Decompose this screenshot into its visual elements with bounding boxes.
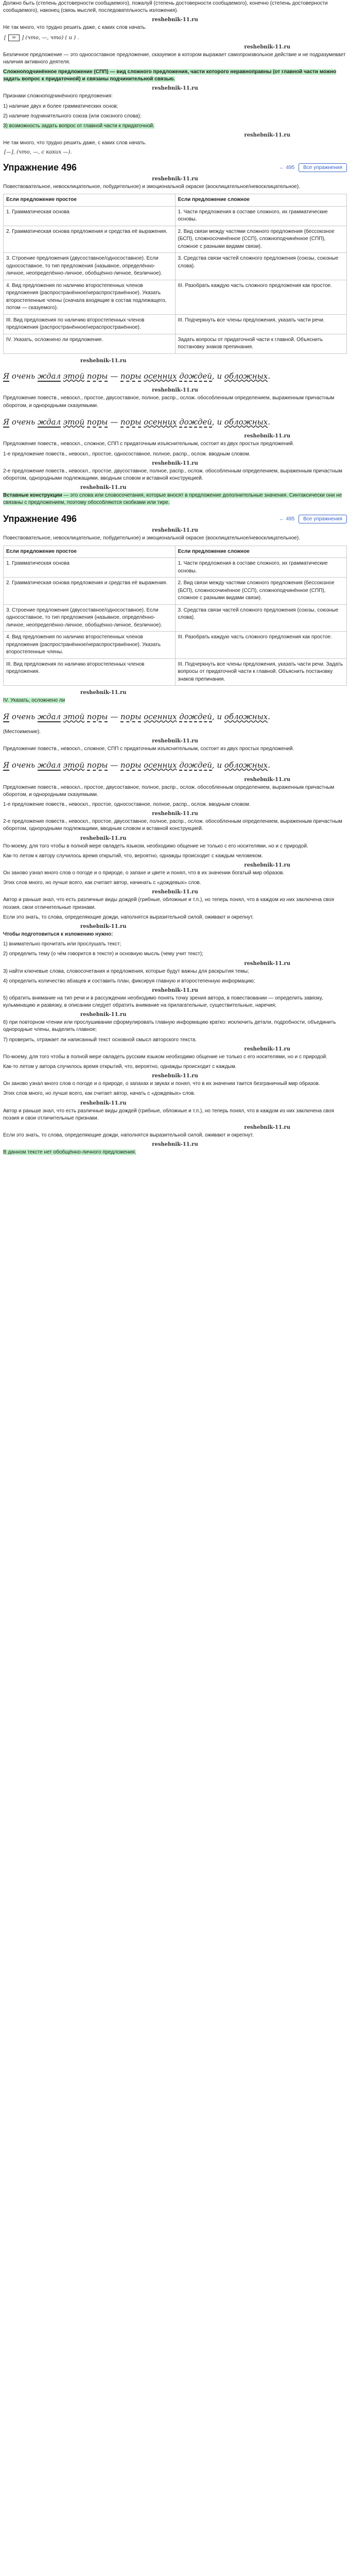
task-step: 5) обратить внимание на тип речи и в рассуждении необходимо понять точку зрения автора, в повествовании — определить завязку, кульминацию и развязку, в описании следует обратить внимание на прилагательные, существительные, наречия; xyxy=(3,995,323,1009)
comparison-table xyxy=(3,194,347,354)
table-cell: 2. Грамматическая основа предложения и средства её выражения. xyxy=(4,226,176,253)
watermark: reshebnik-11.ru xyxy=(152,738,198,744)
parsed-sentence: Я очень ждал этой поры — поры осенних дождей, и обложных. xyxy=(3,417,271,427)
table-row xyxy=(4,314,347,334)
table-cell: 3. Строение предложения (двусоставное/односоставное). Если односоставное, то тип предложения (назывное, определённо-личное, неопределённо-личное, обобщённо-личное, безличное). xyxy=(4,253,176,280)
task-step: 3) найти ключевые слова, словосочетания и предложения, которые будут важны для раскрытия темы; xyxy=(3,968,249,974)
all-exercises-button[interactable]: Все упражнения xyxy=(299,163,347,172)
table-row xyxy=(4,558,347,578)
comparison-table xyxy=(3,546,347,686)
task-step: 6) при повторном чтении или прослушивании сформулировать главную информацию кратко: исключить детали, подробности, объединить однородные члены, выделить главное; xyxy=(3,1020,336,1033)
watermark: reshebnik-11.ru xyxy=(152,176,198,182)
watermark: reshebnik-11.ru xyxy=(152,811,198,817)
table-cell: IV. Указать, осложнено ли предложение. xyxy=(4,334,176,353)
analysis-line: 1-е предложение повеств., невоскл., простое, односоставное, полное, распр., ослож. вводным словом. xyxy=(3,802,251,808)
text-paragraph: По-моему, для того чтобы в полной мере овладеть русским языком необходимо общение не только с его носителями, но и с природой. xyxy=(3,1054,328,1060)
spp-feature: 2) наличие подчинительного союза (или союзного слова); xyxy=(3,113,142,119)
text-paragraph: Он заново узнал много слов о погоде и о природе, о запахе и цвете и понял, что в их значении богатый мир образов. xyxy=(3,870,285,876)
table-cell: 2. Грамматическая основа предложения и средства её выражения. xyxy=(4,578,176,605)
definition-spp: Сложноподчинённое предложение (СПП) — вид сложного предложения, части которого неравноправны (от главной части можно задать вопрос к придаточной) и связаны подчинительной связью. xyxy=(3,69,337,82)
paragraph: Должно быть (степень достоверности сообщаемого), пожалуй (степень достоверности сообщаемого), конечно (степень достоверности сообщаемого), наконец (связь мыслей, последовательность изложения). xyxy=(3,1,328,14)
exercise-nav xyxy=(279,163,347,172)
text-paragraph: Автор и раньше знал, что есть различные виды дождей (грибные, обложные и т.п.), но теперь понял, что в каждом из них заключена своя поэзия, свои отличительные признаки. xyxy=(3,897,334,910)
watermark: reshebnik-11.ru xyxy=(152,86,198,92)
analysis-line: 2-е предложение повеств., невоскл., простое, двусоставное, полное, распр., ослож. обособленным определением, выраженным причастным оборотом, однородными подлежащими, вводным словом и вставной конструкцией. xyxy=(3,819,342,832)
analysis-line: Предложение повеств., невоскл., сложное, СПП с придаточным изъяснительным, состоит из двух простых предложений. xyxy=(3,746,294,752)
analysis-line: Предложение повеств., невоскл., простое, двусоставное, полное, распр., ослож. обособленным определением, выраженным причастным оборотом, и однородными сказуемыми. xyxy=(3,395,335,409)
task-step: 1) внимательно прочитать или прослушать текст; xyxy=(3,941,121,947)
paragraph: Не так много, что трудно решить даже, с каких слов начать. xyxy=(3,140,147,146)
task-step: 7) проверить, отражает ли написанный текст основной смысл авторского текста. xyxy=(3,1037,197,1043)
table-cell: 2. Вид связи между частями сложного предложения (бессоюзное (БСП), сложносочинённое (ССП), сложноподчинённое (СПП), сложное с разными видами связи). xyxy=(175,226,347,253)
text-paragraph: Автор и раньше знал, что есть различные виды дождей (грибные, обложные и т.п.), но теперь понял, что в каждом из них заключена своя поэзия и свои отличительные признаки. xyxy=(3,1108,334,1121)
task-title: Чтобы подготовиться к изложению нужно: xyxy=(3,931,113,937)
watermark: reshebnik-11.ru xyxy=(80,1100,127,1106)
watermark: reshebnik-11.ru xyxy=(80,835,127,841)
word: очень xyxy=(9,371,38,381)
analysis-line: 1-е предложение повеств., невоскл., простое, односоставное, полное, распр., ослож. вводным словом. xyxy=(3,451,251,457)
table-row xyxy=(4,226,347,253)
text-paragraph: Этих слов много, но лучше всего, как считает автор, начать с «дождевых» слов. xyxy=(3,1091,196,1097)
watermark: reshebnik-11.ru xyxy=(80,485,127,491)
paragraph: Не так много, что трудно решить даже, с каких слов начать. xyxy=(3,25,147,31)
object: дождей xyxy=(179,371,212,381)
table-header-simple: Если предложение простое xyxy=(4,546,176,558)
pronoun-note: (Местоимение). xyxy=(3,728,41,735)
table-cell: III. Вид предложения по наличию второстепенных членов предложения. xyxy=(4,658,176,686)
text-paragraph: Этих слов много, но лучше всего, как считает автор, начинать с «дождевых» слов. xyxy=(3,880,201,886)
parsed-sentence: Я очень ждал этой поры — поры осенних дождей, и обложных. xyxy=(3,712,271,722)
table-cell: III. Разобрать каждую часть сложного предложения как простое. xyxy=(175,632,347,659)
watermark: reshebnik-11.ru xyxy=(152,987,198,993)
text-paragraph: Если это знать, то слова, определяющие дожди, наполнятся выразительной силой, оживают и окрепнут. xyxy=(3,1132,254,1138)
parsed-sentence: Я очень ждал этой поры — поры осенних дождей, и обложных. xyxy=(3,371,271,381)
watermark: reshebnik-11.ru xyxy=(244,44,290,50)
watermark: reshebnik-11.ru xyxy=(80,690,127,696)
watermark: reshebnik-11.ru xyxy=(244,1046,290,1052)
watermark: reshebnik-11.ru xyxy=(152,387,198,394)
conclusion-line: В данном тексте нет обобщённо-личного предложения. xyxy=(3,1149,136,1156)
analysis-line: Предложение повеств., невоскл., сложное, СПП с придаточным изъяснительным, состоит из двух простых предложений. xyxy=(3,441,294,447)
spp-features-title: Признаки сложноподчинённого предложения: xyxy=(3,93,113,99)
parsed-sentence: Я очень ждал этой поры — поры осенних дождей, и обложных. xyxy=(3,760,271,770)
scheme-formula: [—], (что, —, с каких —). xyxy=(4,149,72,156)
prev-exercise-link[interactable]: ← 495 xyxy=(279,516,295,522)
table-cell: 4. Вид предложения по наличию второстепенных членов предложения (распространённое/нераспространённое). Указать второстепенные члены (сначала входящие в состав подлежащего, потом — сказуемого). xyxy=(4,280,176,314)
watermark: reshebnik-11.ru xyxy=(80,923,127,929)
object: поры xyxy=(120,371,142,381)
all-exercises-button[interactable]: Все упражнения xyxy=(299,515,347,523)
table-row xyxy=(4,253,347,280)
table-cell: 1. Грамматическая основа xyxy=(4,206,176,226)
table-header-simple: Если предложение простое xyxy=(4,194,176,207)
table-cell: III. Вид предложения по наличию второстепенных членов предложения (распространённое/нераспространённое). xyxy=(4,314,176,334)
exercise-title: Упражнение 496 xyxy=(3,514,77,524)
watermark: reshebnik-11.ru xyxy=(152,1142,198,1148)
watermark: reshebnik-11.ru xyxy=(152,1073,198,1079)
watermark: reshebnik-11.ru xyxy=(152,460,198,466)
table-row xyxy=(4,280,347,314)
watermark: reshebnik-11.ru xyxy=(152,889,198,895)
analysis-line: 2-е предложение повеств., невоскл., простое, двусоставное, полное, распр., ослож. обособленным определением, выраженным причастным оборотом, однородными подлежащими, вводным словом и вставной конструкцией. xyxy=(3,468,342,481)
page-content xyxy=(0,0,350,1156)
table-row xyxy=(4,658,347,686)
task-step: 4) определить количество абзацев и составить план, фиксируя главную и второстепенную информацию; xyxy=(3,978,255,984)
exercise-intro: Повествовательное, невосклицательное, побудительное) и эмоциональной окраске (восклицательное/невосклицательное). xyxy=(3,184,300,190)
prev-exercise-link[interactable]: ← 495 xyxy=(279,165,295,171)
table-cell: 1. Грамматическая основа xyxy=(4,558,176,578)
table-cell: Задать вопросы от придаточной части к главной. Объяснить постановку знаков препинания. xyxy=(175,334,347,353)
text-paragraph: Как-то летом у автора случилось время открытий, что, вероятно, однажды происходит с каждым. xyxy=(3,1064,237,1070)
scheme-formula: [ = ] (что, —, что) ( и ) . xyxy=(4,35,79,41)
watermark: reshebnik-11.ru xyxy=(244,433,290,439)
watermark: reshebnik-11.ru xyxy=(152,17,198,23)
table-header-complex: Если предложение сложное xyxy=(175,194,347,207)
table-cell: 4. Вид предложения по наличию второстепенных членов предложения (распространённое/нераспространённое). Указать второстепенные члены. xyxy=(4,632,176,659)
watermark: reshebnik-11.ru xyxy=(244,960,290,967)
text-paragraph: Он заново узнал много слов о погоде и о природе, о запахах и звуках и понял, что в их значении таится безграничный мир образов. xyxy=(3,1081,320,1087)
table-row xyxy=(4,334,347,353)
exercise-intro: Повествовательное, невосклицательное, побудительное) и эмоциональной окраске (восклицательное/невосклицательное). xyxy=(3,535,300,541)
table-cell: 3. Строение предложения (двусоставное/односоставное). Если односоставное, то тип предложения (назывное, определённо-личное, неопределённо-личное, обобщённо-личное, безличное). xyxy=(4,604,176,632)
exercise-header xyxy=(3,162,347,173)
text-paragraph: По-моему, для того чтобы в полной мере овладеть языком, необходимо общение не только с его носителями, но и с природой. xyxy=(3,843,308,849)
table-row xyxy=(4,206,347,226)
watermark: reshebnik-11.ru xyxy=(244,1124,290,1130)
definition-impersonal: Безличное предложение — это односоставное предложение, сказуемое в котором выражает самопроизвольное действие и не подразумевает наличия активного деятеля. xyxy=(3,52,346,65)
exercise-title: Упражнение 496 xyxy=(3,162,77,173)
subject: Я xyxy=(3,371,10,381)
table-cell: 3. Средства связи частей сложного предложения (союзы, союзные слова). xyxy=(175,253,347,280)
watermark: reshebnik-11.ru xyxy=(80,1012,127,1018)
conjunction: и xyxy=(217,371,222,381)
watermark: reshebnik-11.ru xyxy=(244,132,290,139)
watermark: reshebnik-11.ru xyxy=(244,776,290,783)
table-cell: III. Подчеркнуть все члены предложения, указать части речи. Задать вопросы от придаточной части к главной. Объяснить постановку знаков препинания. xyxy=(175,658,347,686)
text-paragraph: Если это знать, то слова, определяющие дожди, наполнятся выразительной силой, оживают и окрепнут. xyxy=(3,914,254,920)
analysis-line: Предложение повеств., невоскл., простое, двусоставное, полное, распр., ослож. обособленным определением, выраженным причастным оборотом, и однородными сказуемыми. xyxy=(3,784,335,798)
table-header-complex: Если предложение сложное xyxy=(175,546,347,558)
table-cell: III. Разобрать каждую часть сложного предложения как простое. xyxy=(175,280,347,314)
watermark: reshebnik-11.ru xyxy=(244,862,290,868)
attribute: этой xyxy=(63,371,85,381)
spp-feature: 3) возможность задать вопрос от главной части к придаточной. xyxy=(3,123,154,129)
spp-feature: 1) наличие двух и более грамматических основ; xyxy=(3,103,118,109)
table-cell: 2. Вид связи между частями сложного предложения (бессоюзное (БСП), сложносочинённое (ССП), сложноподчинённое (СПП), сложное с разными видами связи). xyxy=(175,578,347,605)
watermark: reshebnik-11.ru xyxy=(152,528,198,534)
attribute: осенних xyxy=(144,371,177,381)
attribute: обложных xyxy=(224,371,268,381)
predicate: ждал xyxy=(37,371,61,381)
table-row xyxy=(4,604,347,632)
table-cell: 3. Средства связи частей сложного предложения (союзы, союзные слова). xyxy=(175,604,347,632)
exercise-nav xyxy=(279,515,347,523)
watermark: reshebnik-11.ru xyxy=(80,358,127,364)
sub-label: IV. Указать, осложнено ли xyxy=(3,698,65,704)
task-step: 2) определить тему (о чём говорится в тексте) и основную мысль (чему учит текст); xyxy=(3,951,204,957)
table-cell: 1. Части предложения в составе сложного, их грамматические основы. xyxy=(175,558,347,578)
table-cell: III. Подчеркнуть все члены предложения, указать части речи. xyxy=(175,314,347,334)
text-paragraph: Как-то летом к автору случилось время открытий, что, вероятно, однажды происходит с каждым человеком. xyxy=(3,853,263,859)
object: поры xyxy=(86,371,108,381)
insert-definition: Вставные конструкции — это слова или словосочетания, которые вносят в предложение дополнительные значения. Синтаксически они не связаны с предложением, поэтому обособляются скобками или тире. xyxy=(3,493,342,506)
table-row xyxy=(4,578,347,605)
exercise-header xyxy=(3,514,347,524)
table-row xyxy=(4,632,347,659)
table-cell: 1. Части предложения в составе сложного, их грамматические основы. xyxy=(175,206,347,226)
